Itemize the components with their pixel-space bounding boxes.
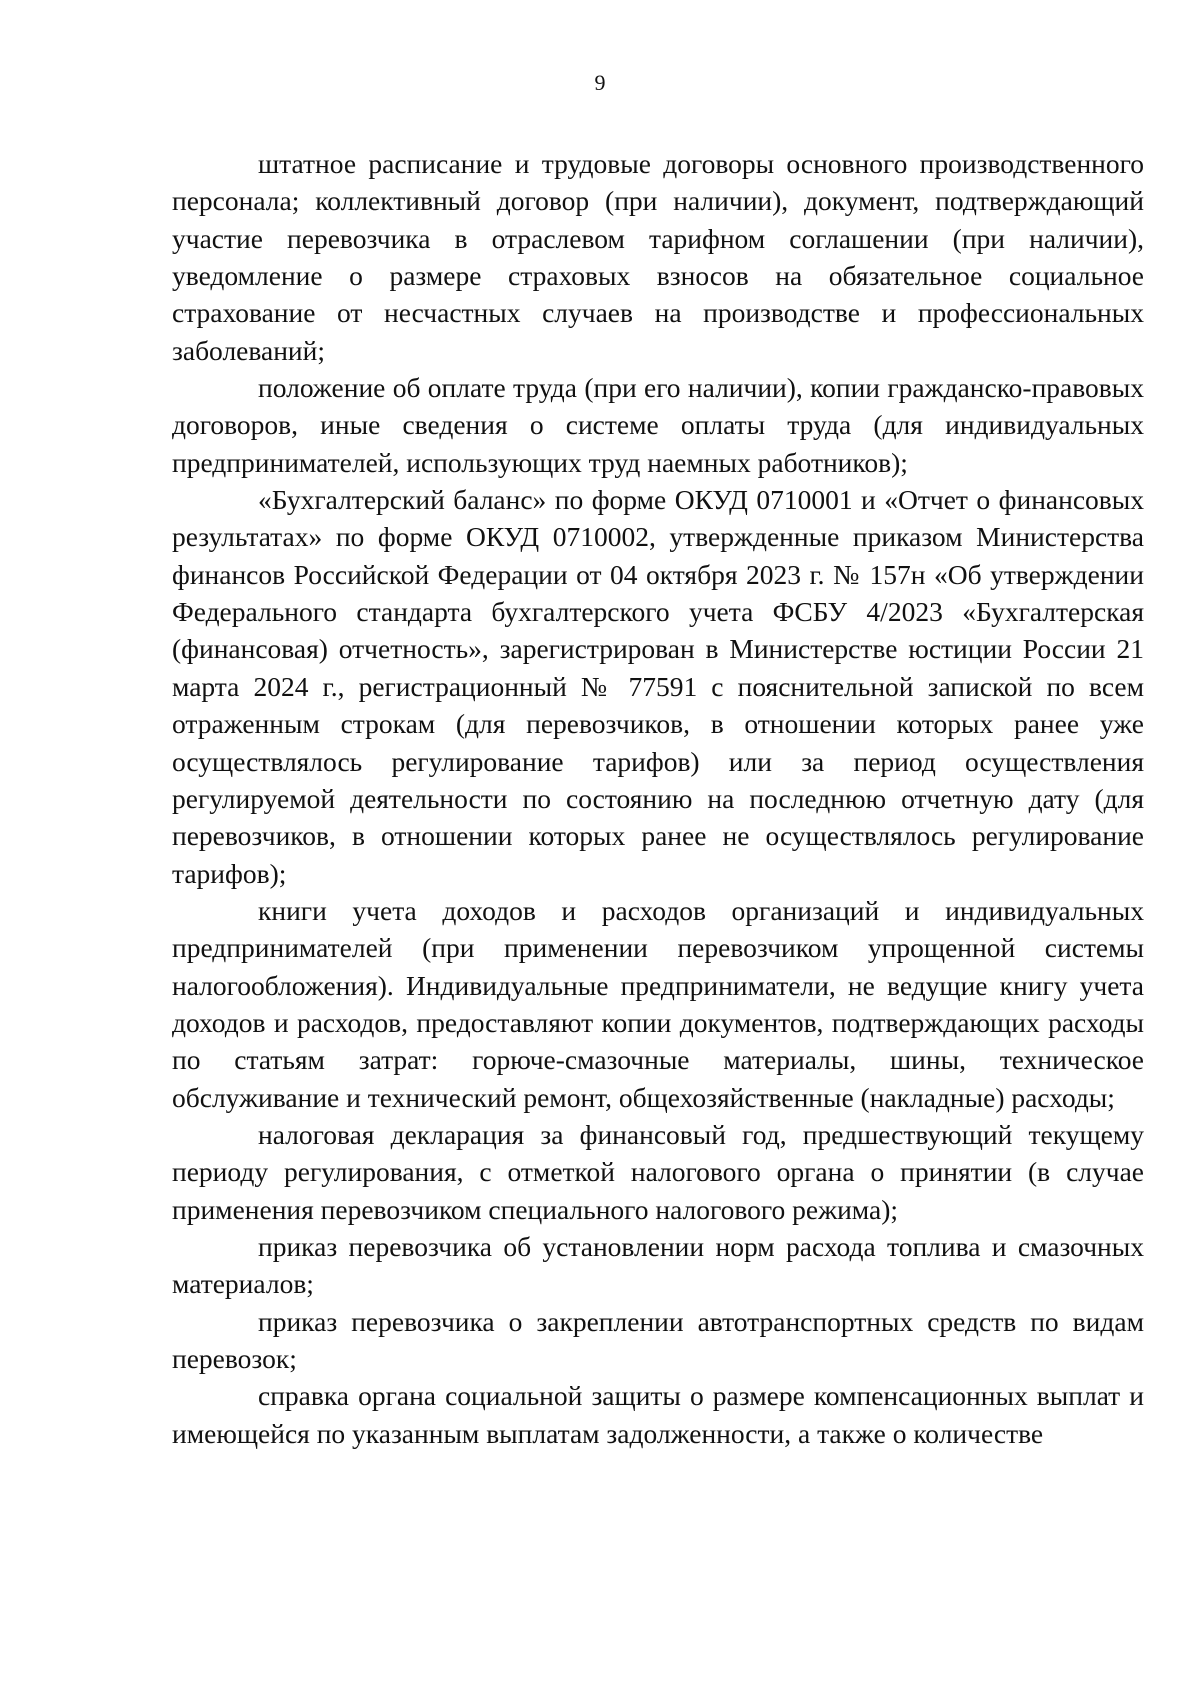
paragraph-income-expense-books: книги учета доходов и расходов организаций и индивидуальных предпринимателей (при применении перевозчиком упрощенной системы налогообложения). Индивидуальные предприниматели, не ведущие книгу учета доходов и расходов, предоставляют копии документов, подтверждающих расходы по статьям затрат: горюче-смазочные материалы, шины, техническое обслуживание и технический ремонт, общехозяйственные (накладные) расходы; — [172, 894, 1144, 1113]
paragraph-fuel-norms-order: приказ перевозчика об установлении норм расхода топлива и смазочных материалов; — [172, 1230, 1144, 1300]
paragraph-accounting-balance: «Бухгалтерский баланс» по форме ОКУД 0710001 и «Отчет о финансовых результатах» по форме ОКУД 0710002, утвержденные приказом Министерства финансов Российской Федерации от 04 октября 2023 г. № 157н «Об утверждении Федерального стандарта бухгалтерского учета ФСБУ 4/2023 «Бухгалтерская (финансовая) отчетность», зарегистрирован в Министерстве юстиции России 21 марта 2024 г., регистрационный № 77591 с пояснительной запиской по всем отраженным строкам (для перевозчиков, в отношении которых ранее уже осуществлялось регулирование тарифов) или за период осуществления регулируемой деятельности по состоянию на последнюю отчетную дату (для перевозчиков, в отношении которых ранее не осуществлялось регулирование тарифов); — [172, 484, 1144, 889]
paragraph-tax-declaration: налоговая декларация за финансовый год, предшествующий текущему периоду регулирования, с отметкой налогового органа о принятии (в случае применения перевозчиком специального налогового режима); — [172, 1118, 1144, 1225]
paragraph-social-protection-certificate: справка органа социальной защиты о размере компенсационных выплат и имеющейся по указанным выплатам задолженности, а также о количестве — [172, 1380, 1144, 1449]
paragraph-vehicle-assignment-order: приказ перевозчика о закреплении автотранспортных средств по видам перевозок; — [172, 1305, 1144, 1374]
paragraph-payment-regulation: положение об оплате труда (при его наличии), копии гражданско-правовых договоров, иные сведения о системе оплаты труда (для индивидуальных предпринимателей, использующих труд наемных работников); — [172, 372, 1144, 478]
document-body — [172, 145, 1144, 1452]
paragraph-staff-schedule: штатное расписание и трудовые договоры основного производственного персонала; коллективный договор (при наличии), документ, подтверждающий участие перевозчика в отраслевом тарифном соглашении (при наличии), уведомление о размере страховых взносов на обязательное социальное страхование от несчастных случаев на производстве и профессиональных заболеваний; — [172, 148, 1144, 366]
page-number: 9 — [594, 70, 606, 95]
